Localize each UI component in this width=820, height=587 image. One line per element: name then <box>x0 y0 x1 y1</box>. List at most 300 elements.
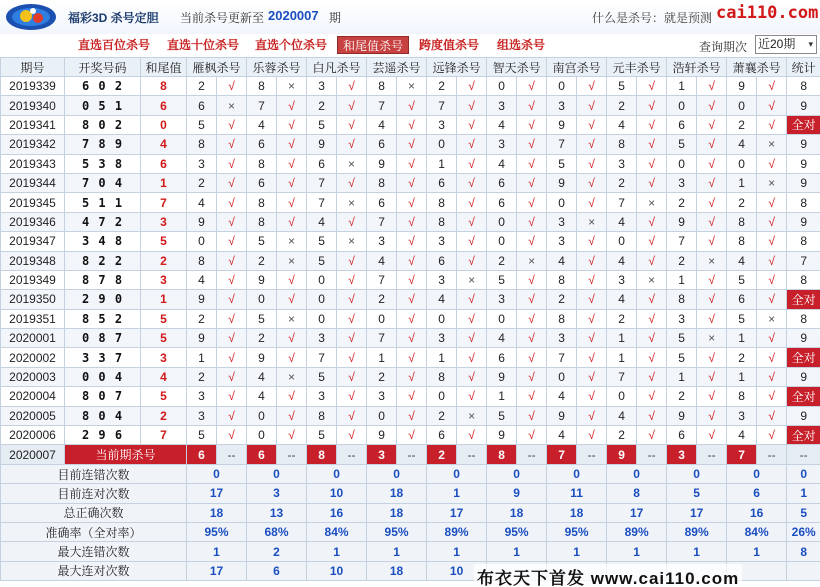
kill-number-cell: 9 <box>547 173 577 192</box>
kill-number-cell: 4 <box>427 290 457 309</box>
check-icon: √ <box>217 348 247 367</box>
check-icon: √ <box>697 135 727 154</box>
kill-number-cell: 4 <box>607 290 637 309</box>
pending-result-cell: -- <box>757 445 787 464</box>
kill-number-cell: 8 <box>307 406 337 425</box>
stat-value: 13 <box>247 503 307 522</box>
check-icon: √ <box>577 96 607 115</box>
update-issue: 2020007 <box>268 8 319 23</box>
issue-cell: 2019340 <box>1 96 65 115</box>
column-header: 元丰杀号 <box>607 58 667 77</box>
tab-tens-kill[interactable]: 直选十位杀号 <box>167 38 240 52</box>
check-icon: √ <box>697 426 727 445</box>
kill-number-cell: 9 <box>547 406 577 425</box>
check-icon: √ <box>697 406 727 425</box>
check-icon: √ <box>457 387 487 406</box>
kill-number-cell: 5 <box>247 232 277 251</box>
kill-number-cell: 5 <box>547 154 577 173</box>
help-link[interactable]: 什么是杀号：就是预测 <box>592 11 713 25</box>
sum-tail-cell: 1 <box>141 173 187 192</box>
issue-cell: 2019339 <box>1 77 65 96</box>
sum-tail-cell: 3 <box>141 348 187 367</box>
draw-number-cell: 3 3 7 <box>65 348 141 367</box>
all-correct-badge: 全对 <box>787 115 820 134</box>
stat-value: 17 <box>187 561 247 580</box>
kill-number-cell: 8 <box>427 367 457 386</box>
kill-number-cell: 2 <box>727 348 757 367</box>
draw-number-cell: 0 0 4 <box>65 367 141 386</box>
kill-number-cell: 2 <box>367 367 397 386</box>
check-icon: √ <box>577 426 607 445</box>
kill-number-cell: 4 <box>727 135 757 154</box>
check-icon: √ <box>637 232 667 251</box>
stat-value: 1 <box>727 542 787 561</box>
cross-icon: × <box>637 193 667 212</box>
kill-number-cell: 2 <box>667 193 697 212</box>
pending-result-cell: -- <box>637 445 667 464</box>
kill-number-cell: 6 <box>367 193 397 212</box>
correct-count-cell: 8 <box>787 270 820 289</box>
check-icon: √ <box>397 115 427 134</box>
check-icon: √ <box>337 96 367 115</box>
kill-number-cell: 7 <box>547 348 577 367</box>
issue-cell: 2019341 <box>1 115 65 134</box>
kill-number-cell: 6 <box>187 96 217 115</box>
kill-number-cell: 9 <box>667 406 697 425</box>
stat-value: 8 <box>607 484 667 503</box>
kill-number-cell: 3 <box>427 115 457 134</box>
cross-icon: × <box>517 251 547 270</box>
check-icon: √ <box>397 270 427 289</box>
kill-number-cell: 0 <box>487 77 517 96</box>
check-icon: √ <box>337 77 367 96</box>
sum-tail-cell: 6 <box>141 154 187 173</box>
kill-number-cell: 4 <box>247 387 277 406</box>
check-icon: √ <box>757 329 787 348</box>
sum-tail-cell: 5 <box>141 387 187 406</box>
sum-tail-cell: 7 <box>141 193 187 212</box>
kill-number-cell: 4 <box>187 270 217 289</box>
issue-cell: 2020005 <box>1 406 65 425</box>
check-icon: √ <box>637 348 667 367</box>
stat-row <box>1 484 820 503</box>
check-icon: √ <box>337 173 367 192</box>
issue-cell: 2019348 <box>1 251 65 270</box>
kill-number-cell: 7 <box>307 193 337 212</box>
check-icon: √ <box>337 212 367 231</box>
check-icon: √ <box>757 367 787 386</box>
kill-number-cell: 0 <box>607 232 637 251</box>
check-icon: √ <box>397 387 427 406</box>
kill-number-cell: 7 <box>427 96 457 115</box>
stat-value: 16 <box>727 503 787 522</box>
kill-number-cell: 8 <box>367 173 397 192</box>
predicted-kill-cell: 7 <box>547 445 577 464</box>
kill-number-cell: 8 <box>247 212 277 231</box>
check-icon: √ <box>637 115 667 134</box>
column-header: 雁枫杀号 <box>187 58 247 77</box>
kill-number-cell: 0 <box>667 96 697 115</box>
check-icon: √ <box>637 387 667 406</box>
stat-value: 0 <box>607 464 667 483</box>
check-icon: √ <box>697 96 727 115</box>
cross-icon: × <box>397 77 427 96</box>
sum-tail-cell: 2 <box>141 406 187 425</box>
kill-number-cell: 9 <box>247 270 277 289</box>
check-icon: √ <box>517 387 547 406</box>
check-icon: √ <box>457 212 487 231</box>
stat-value: 5 <box>787 503 820 522</box>
stat-value: 9 <box>487 484 547 503</box>
sum-tail-cell: 5 <box>141 329 187 348</box>
check-icon: √ <box>277 329 307 348</box>
check-icon: √ <box>517 77 547 96</box>
check-icon: √ <box>457 96 487 115</box>
stat-value: 95% <box>367 522 427 541</box>
check-icon: √ <box>337 115 367 134</box>
check-icon: √ <box>217 406 247 425</box>
draw-number-cell: 8 7 8 <box>65 270 141 289</box>
stat-value: 84% <box>727 522 787 541</box>
issue-cell: 2019351 <box>1 309 65 328</box>
kill-number-cell: 3 <box>547 96 577 115</box>
kill-number-cell: 7 <box>367 212 397 231</box>
check-icon: √ <box>217 232 247 251</box>
kill-number-cell: 3 <box>367 387 397 406</box>
kill-number-cell: 2 <box>547 290 577 309</box>
stat-value: 1 <box>547 542 607 561</box>
check-icon: √ <box>277 193 307 212</box>
predicted-kill-cell: 3 <box>667 445 697 464</box>
kill-number-cell: 0 <box>427 387 457 406</box>
correct-count-cell: 9 <box>787 367 820 386</box>
check-icon: √ <box>577 77 607 96</box>
check-icon: √ <box>757 270 787 289</box>
column-header: 南宫杀号 <box>547 58 607 77</box>
kill-number-cell: 7 <box>547 135 577 154</box>
check-icon: √ <box>217 173 247 192</box>
tab-sum-tail-kill[interactable]: 和尾值杀号 <box>337 36 409 54</box>
kill-number-cell: 3 <box>307 387 337 406</box>
kill-number-cell: 5 <box>667 135 697 154</box>
stat-value: 89% <box>427 522 487 541</box>
check-icon: √ <box>757 115 787 134</box>
kill-number-cell: 3 <box>427 329 457 348</box>
kill-number-cell: 3 <box>607 154 637 173</box>
query-period-select[interactable] <box>755 35 817 54</box>
predicted-kill-cell: 6 <box>247 445 277 464</box>
issue-cell: 2020004 <box>1 387 65 406</box>
check-icon: √ <box>637 135 667 154</box>
kill-number-cell: 8 <box>607 135 637 154</box>
stat-value: 68% <box>247 522 307 541</box>
kill-number-cell: 4 <box>547 387 577 406</box>
kill-number-cell: 1 <box>487 387 517 406</box>
correct-count-cell: 9 <box>787 406 820 425</box>
check-icon: √ <box>757 77 787 96</box>
kill-number-cell: 9 <box>367 154 397 173</box>
kill-number-cell: 2 <box>187 367 217 386</box>
kill-number-cell: 9 <box>487 426 517 445</box>
kill-number-cell: 9 <box>667 212 697 231</box>
sum-tail-cell: 8 <box>141 77 187 96</box>
kill-number-cell: 8 <box>247 154 277 173</box>
draw-number-cell: 7 0 4 <box>65 173 141 192</box>
kill-number-cell: 7 <box>607 193 637 212</box>
kill-number-cell: 8 <box>247 77 277 96</box>
kill-number-cell: 2 <box>187 173 217 192</box>
predicted-kill-cell: 8 <box>307 445 337 464</box>
cross-icon: × <box>757 173 787 192</box>
kill-number-cell: 8 <box>547 270 577 289</box>
issue-cell: 2019347 <box>1 232 65 251</box>
kill-number-cell: 2 <box>427 77 457 96</box>
check-icon: √ <box>397 290 427 309</box>
check-icon: √ <box>577 251 607 270</box>
kill-number-cell: 4 <box>487 329 517 348</box>
site-name: 福彩3D 杀号定胆 <box>68 11 159 25</box>
check-icon: √ <box>637 77 667 96</box>
kill-number-cell: 2 <box>727 193 757 212</box>
check-icon: √ <box>457 135 487 154</box>
cross-icon: × <box>277 77 307 96</box>
tab-group-kill[interactable]: 组选杀号 <box>497 38 546 52</box>
kill-number-cell: 6 <box>427 173 457 192</box>
check-icon: √ <box>457 77 487 96</box>
stat-value: 5 <box>667 484 727 503</box>
column-header: 开奖号码 <box>65 58 141 77</box>
check-icon: √ <box>337 135 367 154</box>
kill-number-cell: 6 <box>727 290 757 309</box>
kill-number-cell: 4 <box>367 251 397 270</box>
kill-number-cell: 7 <box>307 173 337 192</box>
check-icon: √ <box>697 212 727 231</box>
check-icon: √ <box>217 212 247 231</box>
kill-number-cell: 5 <box>307 367 337 386</box>
check-icon: √ <box>757 232 787 251</box>
draw-number-cell: 4 7 2 <box>65 212 141 231</box>
correct-count-cell: 9 <box>787 212 820 231</box>
kill-number-cell: 0 <box>247 290 277 309</box>
kill-number-cell: 2 <box>607 173 637 192</box>
check-icon: √ <box>757 212 787 231</box>
sum-tail-cell: 0 <box>141 115 187 134</box>
sum-tail-cell: 6 <box>141 96 187 115</box>
stat-value: 0 <box>787 464 820 483</box>
check-icon: √ <box>217 193 247 212</box>
check-icon: √ <box>517 329 547 348</box>
kill-number-cell: 4 <box>187 193 217 212</box>
table-row <box>1 212 820 231</box>
check-icon: √ <box>577 387 607 406</box>
pending-result-cell: -- <box>577 445 607 464</box>
kill-number-cell: 1 <box>367 348 397 367</box>
stat-value: 0 <box>547 464 607 483</box>
pending-result-cell: -- <box>397 445 427 464</box>
draw-number-cell: 8 2 2 <box>65 251 141 270</box>
kill-number-cell: 1 <box>727 173 757 192</box>
kill-number-cell: 0 <box>607 387 637 406</box>
issue-cell: 2019346 <box>1 212 65 231</box>
update-unit: 期 <box>329 11 342 25</box>
check-icon: √ <box>517 309 547 328</box>
check-icon: √ <box>577 309 607 328</box>
kill-number-cell: 6 <box>487 348 517 367</box>
check-icon: √ <box>577 173 607 192</box>
cross-icon: × <box>337 193 367 212</box>
draw-number-cell: 0 5 1 <box>65 96 141 115</box>
tab-span-kill[interactable]: 跨度值杀号 <box>419 38 480 52</box>
check-icon: √ <box>457 154 487 173</box>
cross-icon: × <box>757 309 787 328</box>
kill-number-cell: 8 <box>187 251 217 270</box>
stat-value: 18 <box>367 561 427 580</box>
cross-icon: × <box>217 96 247 115</box>
stat-value: 0 <box>307 464 367 483</box>
kill-number-cell: 6 <box>487 193 517 212</box>
kill-number-cell: 3 <box>547 212 577 231</box>
watermark: 布衣天下首发 www.cai110.com <box>474 564 742 587</box>
check-icon: √ <box>577 406 607 425</box>
kill-number-cell: 9 <box>547 115 577 134</box>
table-row <box>1 348 820 367</box>
check-icon: √ <box>397 309 427 328</box>
kill-number-cell: 4 <box>487 154 517 173</box>
stat-value: 10 <box>307 561 367 580</box>
check-icon: √ <box>697 270 727 289</box>
kill-number-cell: 0 <box>367 406 397 425</box>
kill-number-cell: 3 <box>427 232 457 251</box>
issue-cell: 2019342 <box>1 135 65 154</box>
kill-number-cell: 9 <box>487 367 517 386</box>
check-icon: √ <box>637 154 667 173</box>
check-icon: √ <box>517 193 547 212</box>
sum-tail-cell: 3 <box>141 212 187 231</box>
issue-cell: 2019345 <box>1 193 65 212</box>
check-icon: √ <box>697 232 727 251</box>
kill-number-cell: 3 <box>667 173 697 192</box>
kill-number-cell: 8 <box>727 387 757 406</box>
kill-number-cell: 7 <box>607 367 637 386</box>
kill-number-cell: 0 <box>547 367 577 386</box>
stat-value: 0 <box>247 464 307 483</box>
kill-number-cell: 0 <box>667 154 697 173</box>
stat-value: 1 <box>307 542 367 561</box>
check-icon: √ <box>757 96 787 115</box>
cross-icon: × <box>337 232 367 251</box>
pending-result-cell: -- <box>697 445 727 464</box>
check-icon: √ <box>517 270 547 289</box>
correct-count-cell: 9 <box>787 135 820 154</box>
check-icon: √ <box>577 367 607 386</box>
kill-number-cell: 8 <box>427 193 457 212</box>
kill-number-cell: 5 <box>247 309 277 328</box>
table-row <box>1 426 820 445</box>
check-icon: √ <box>217 154 247 173</box>
kill-number-cell: 2 <box>607 309 637 328</box>
kill-number-cell: 0 <box>307 270 337 289</box>
check-icon: √ <box>397 193 427 212</box>
tab-hundreds-kill[interactable]: 直选百位杀号 <box>78 38 151 52</box>
table-row <box>1 329 820 348</box>
check-icon: √ <box>697 367 727 386</box>
kill-number-cell: 2 <box>607 96 637 115</box>
check-icon: √ <box>697 193 727 212</box>
kill-number-cell: 2 <box>607 426 637 445</box>
chevron-down-icon: ▾ <box>808 39 813 49</box>
kill-number-cell: 1 <box>427 154 457 173</box>
update-label: 当前杀号更新至 <box>180 11 265 25</box>
stat-value: 26% <box>787 522 820 541</box>
table-row <box>1 173 820 192</box>
stat-value: 18 <box>367 503 427 522</box>
draw-number-cell: 6 0 2 <box>65 77 141 96</box>
draw-number-cell: 2 9 0 <box>65 290 141 309</box>
check-icon: √ <box>637 406 667 425</box>
check-icon: √ <box>457 309 487 328</box>
kill-number-cell: 0 <box>367 309 397 328</box>
check-icon: √ <box>457 329 487 348</box>
kill-number-cell: 8 <box>727 212 757 231</box>
stat-value: 18 <box>547 503 607 522</box>
stat-value: 17 <box>607 503 667 522</box>
kill-number-cell: 1 <box>727 367 757 386</box>
check-icon: √ <box>217 115 247 134</box>
check-icon: √ <box>637 173 667 192</box>
check-icon: √ <box>397 348 427 367</box>
current-issue-row <box>1 445 820 464</box>
check-icon: √ <box>457 367 487 386</box>
kill-number-cell: 2 <box>487 251 517 270</box>
stat-value: 1 <box>367 542 427 561</box>
kill-number-cell: 5 <box>187 115 217 134</box>
cross-icon: × <box>697 329 727 348</box>
stat-value: 18 <box>487 503 547 522</box>
draw-number-cell: 2 9 6 <box>65 426 141 445</box>
query-period-value: 近20期 <box>758 37 796 51</box>
kill-number-cell: 4 <box>247 115 277 134</box>
kill-number-cell: 1 <box>187 348 217 367</box>
kill-number-cell: 5 <box>487 406 517 425</box>
check-icon: √ <box>277 387 307 406</box>
current-issue-cell: 2020007 <box>1 445 65 464</box>
draw-number-cell: 3 4 8 <box>65 232 141 251</box>
cross-icon: × <box>757 135 787 154</box>
check-icon: √ <box>277 96 307 115</box>
kill-number-cell: 5 <box>727 270 757 289</box>
kill-number-cell: 4 <box>367 115 397 134</box>
kill-number-cell: 8 <box>427 212 457 231</box>
kill-number-cell: 2 <box>367 290 397 309</box>
kill-number-cell: 3 <box>487 135 517 154</box>
column-header: 乐蓉杀号 <box>247 58 307 77</box>
stat-value: 10 <box>307 484 367 503</box>
sum-tail-cell: 7 <box>141 426 187 445</box>
check-icon: √ <box>217 77 247 96</box>
stat-label: 最大连错次数 <box>1 542 187 561</box>
kill-number-cell: 3 <box>187 406 217 425</box>
tab-units-kill[interactable]: 直选个位杀号 <box>255 38 328 52</box>
check-icon: √ <box>397 232 427 251</box>
kill-number-cell: 8 <box>547 309 577 328</box>
kill-number-cell: 3 <box>727 406 757 425</box>
check-icon: √ <box>577 193 607 212</box>
check-icon: √ <box>517 96 547 115</box>
correct-count-cell: 9 <box>787 173 820 192</box>
check-icon: √ <box>397 406 427 425</box>
stat-label: 目前连错次数 <box>1 464 187 483</box>
correct-count-cell: 9 <box>787 329 820 348</box>
